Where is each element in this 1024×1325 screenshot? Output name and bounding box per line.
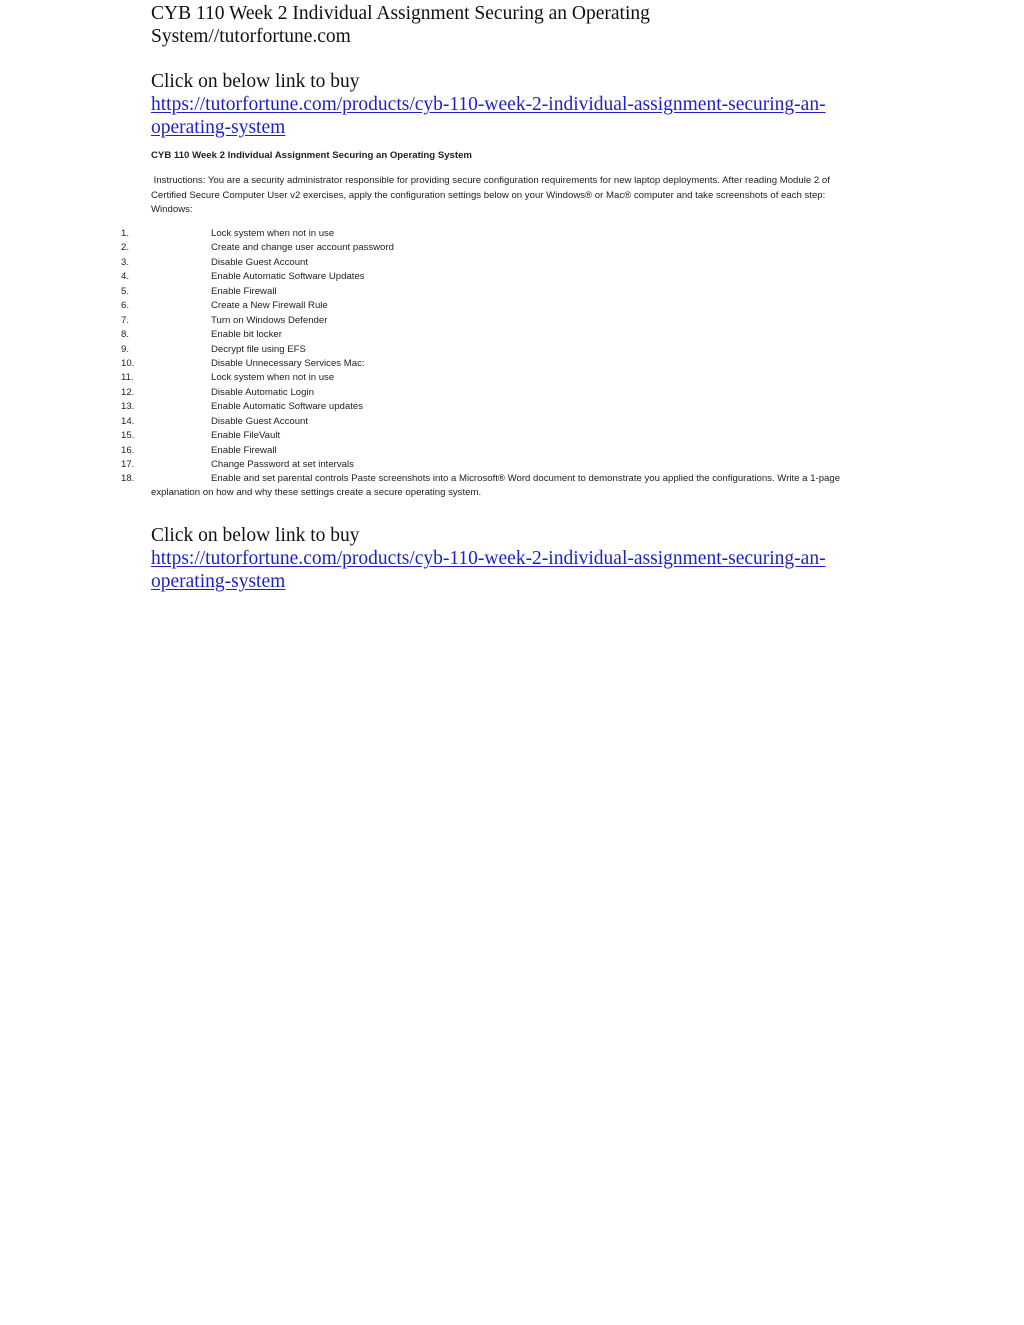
buy-link-line-2[interactable]: operating-system	[151, 117, 286, 138]
step-number: 10.	[121, 357, 135, 369]
list-item	[0, 415, 880, 429]
list-item	[0, 343, 880, 357]
step-text: Enable Firewall	[211, 444, 277, 456]
list-item	[0, 241, 880, 255]
list-item	[0, 429, 880, 443]
explanation-line: explanation on how and why these settings create a secure operating system.	[151, 487, 482, 498]
step-number: 8.	[121, 329, 130, 341]
instructions-line-2: Certified Secure Computer User v2 exercises, apply the configuration settings below on your Windows® or Mac® computer and take screenshots of each step:	[151, 189, 826, 201]
instructions-line-3: Windows:	[151, 204, 193, 216]
step-text: Change Password at set intervals	[211, 459, 354, 470]
list-item	[0, 328, 880, 342]
step-number: 12.	[121, 386, 135, 398]
step-text: Enable Firewall	[211, 285, 277, 297]
step-number: 4.	[121, 271, 130, 283]
document-title	[151, 2, 851, 48]
step-text: Disable Guest Account	[211, 256, 309, 268]
buy-link-line-1[interactable]: https://tutorfortune.com/products/cyb-110-week-2-individual-assignment-securing-an-	[151, 548, 826, 569]
list-item	[0, 444, 880, 458]
list-item	[0, 472, 880, 486]
step-number: 11.	[121, 372, 134, 384]
buy-block-bottom	[151, 524, 871, 593]
buy-block-top	[151, 70, 871, 139]
step-text: Enable FileVault	[211, 430, 281, 442]
step-text: Enable Automatic Software Updates	[211, 271, 365, 283]
step-text: Create and change user account password	[211, 242, 394, 254]
document-title-line-2: System//tutorfortune.com	[151, 26, 351, 47]
step-text: Enable Automatic Software updates	[211, 401, 363, 413]
list-item	[0, 299, 880, 313]
step-text: Create a New Firewall Rule	[211, 300, 328, 312]
step-number: 14.	[121, 415, 135, 427]
step-number: 6.	[121, 300, 130, 312]
step-text: Disable Automatic Login	[211, 386, 314, 398]
step-number: 18.	[121, 473, 135, 485]
buy-link-line-2[interactable]: operating-system	[151, 571, 286, 592]
instructions-line-1: Instructions: You are a security administrator responsible for providing secure configuration requirements for new laptop deployments. After reading Module 2 of	[151, 175, 830, 186]
step-text: Lock system when not in use	[211, 372, 335, 384]
step-number: 3.	[121, 256, 130, 268]
list-item	[0, 371, 880, 385]
step-number: 13.	[121, 401, 135, 413]
list-item	[0, 314, 880, 328]
list-item	[0, 227, 880, 241]
list-item	[0, 458, 880, 472]
list-item	[0, 386, 880, 400]
list-item	[0, 270, 880, 284]
step-text: Enable bit locker	[211, 329, 282, 341]
list-item	[0, 285, 880, 299]
step-number: 2.	[121, 242, 130, 254]
step-text: Lock system when not in use	[211, 228, 335, 239]
step-number: 5.	[121, 285, 130, 297]
step-number: 1.	[121, 228, 130, 239]
step-number: 17.	[121, 459, 135, 470]
step-text: Disable Unnecessary Services Mac:	[211, 357, 365, 369]
step-number: 7.	[121, 314, 130, 326]
step-text: Decrypt file using EFS	[211, 343, 306, 355]
list-item	[0, 357, 880, 371]
step-text: Turn on Windows Defender	[211, 314, 328, 326]
step-number: 9.	[121, 343, 130, 355]
step-text: Enable and set parental controls Paste screenshots into a Microsoft® Word document to demonstrate you applied the configurations. Write a 1-page	[211, 473, 841, 485]
document-title-line-1: CYB 110 Week 2 Individual Assignment Securing an Operating	[151, 3, 650, 24]
buy-link-line-1[interactable]: https://tutorfortune.com/products/cyb-110-week-2-individual-assignment-securing-an-	[151, 94, 826, 115]
list-item	[0, 256, 880, 270]
steps-list	[0, 227, 880, 487]
step-number: 15.	[121, 430, 135, 442]
list-item	[0, 400, 880, 414]
buy-prompt: Click on below link to buy	[151, 71, 360, 92]
step-number: 16.	[121, 444, 135, 456]
buy-prompt: Click on below link to buy	[151, 525, 360, 546]
step-text: Disable Guest Account	[211, 415, 309, 427]
instructions-paragraph	[151, 174, 871, 218]
assignment-heading: CYB 110 Week 2 Individual Assignment Securing an Operating System	[151, 150, 472, 161]
